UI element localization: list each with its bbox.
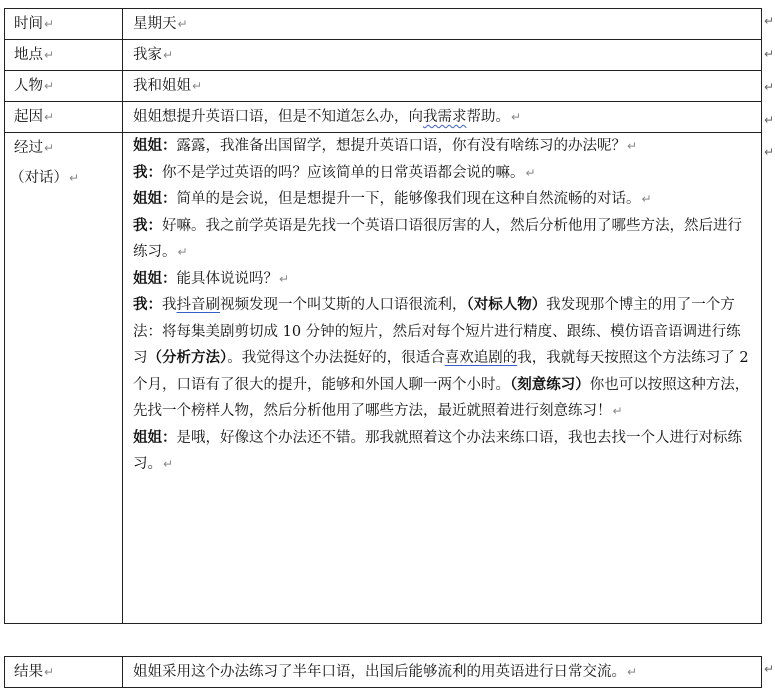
label-people-text: 人物 xyxy=(14,78,43,94)
return-mark-icon: ↵ xyxy=(44,79,55,93)
underlined-text: 抖音刷 xyxy=(176,297,220,313)
dialog-line-3 xyxy=(133,186,755,213)
return-mark-icon: ↵ xyxy=(44,110,55,124)
row-end-mark-icon: ↵ xyxy=(764,47,775,61)
return-mark-icon: ↵ xyxy=(525,165,536,180)
dialog-text: 你不是学过英语的吗？应该简单的日常英语都会说的嘛。 xyxy=(162,164,525,181)
dialog-text: 我发现那个博主的用了一个方法：将每集美剧剪切成 10 分钟的短片，然后对每个短片进行精度、跟练、模仿语音语调进行练习 xyxy=(133,297,741,366)
speaker-sister: 姐姐： xyxy=(133,137,177,154)
return-mark-icon: ↵ xyxy=(44,17,55,31)
value-people-text: 我和姐姐 xyxy=(133,78,191,94)
dialog-line-5 xyxy=(133,266,755,293)
dialog-text: 我，我就每天按照这个方法练习了 2 个月，口语有了很大的提升，能够和外国人聊一两个小时。 xyxy=(133,350,749,393)
dialog-text: 我 xyxy=(162,297,177,313)
row-end-mark-icon: ↵ xyxy=(764,80,775,94)
return-mark-icon: ↵ xyxy=(192,79,203,93)
result-text: 姐姐采用这个办法练习了半年口语，出国后能够流利的用英语进行日常交流。 xyxy=(133,664,626,680)
return-mark-icon: ↵ xyxy=(163,48,174,62)
return-mark-icon: ↵ xyxy=(511,110,522,124)
result-table xyxy=(4,656,762,688)
speaker-sister: 姐姐： xyxy=(133,190,177,207)
value-result xyxy=(123,657,762,688)
dialog-text: 露露，我准备出国留学，想提升英语口语，你有没有啥练习的办法呢？ xyxy=(176,138,626,154)
value-cause xyxy=(123,102,762,133)
label-place xyxy=(5,40,123,71)
return-mark-icon: ↵ xyxy=(627,665,638,679)
dialog-text: 好嘛。我之前学英语是先找一个英语口语很厉害的人，然后分析他用了哪些方法，然后进行练习。 xyxy=(133,217,742,260)
row-result xyxy=(5,657,762,688)
row-process xyxy=(5,133,762,624)
dialog-text: 是哦，好像这个办法还不错。那我就照着这个办法来练口语，我也去找一个人进行对标练习。 xyxy=(133,429,742,472)
dialog-text: 简单的是会说，但是想提升一下，能够像我们现在这种自然流畅的对话。 xyxy=(176,191,641,207)
dialog-line-1 xyxy=(133,133,755,160)
cause-underlined-text: 我需求 xyxy=(423,109,467,125)
dialog-line-6 xyxy=(133,292,755,425)
label-cause-text: 起因 xyxy=(14,109,43,125)
label-cause xyxy=(5,102,123,133)
dialog-line-7 xyxy=(133,425,755,478)
label-time xyxy=(5,9,123,40)
underlined-text: 喜欢追剧的 xyxy=(444,350,518,366)
speaker-me: 我： xyxy=(133,296,162,313)
value-people xyxy=(123,71,762,102)
cause-text-a: 姐姐想提升英语口语，但是不知道怎么办，向 xyxy=(133,109,423,125)
return-mark-icon: ↵ xyxy=(641,192,652,206)
label-people xyxy=(5,71,123,102)
tag-analysis-method: （分析方法） xyxy=(147,349,228,366)
return-mark-icon: ↵ xyxy=(44,48,55,62)
label-time-text: 时间 xyxy=(14,16,43,32)
label-place-text: 地点 xyxy=(14,47,43,63)
return-mark-icon: ↵ xyxy=(44,141,55,155)
speaker-sister: 姐姐： xyxy=(133,269,177,287)
return-mark-icon: ↵ xyxy=(163,457,174,471)
tag-deliberate-practice: （刻意练习） xyxy=(510,375,590,393)
row-end-mark-icon: ↵ xyxy=(764,662,775,676)
speaker-me: 我： xyxy=(133,216,162,234)
cause-text-b: 帮助。 xyxy=(466,109,510,125)
dialog-text: 。我觉得这个办法挺好的，很适合 xyxy=(227,350,445,366)
label-result xyxy=(5,657,123,688)
value-time-text: 星期天 xyxy=(133,16,177,32)
return-mark-icon: ↵ xyxy=(177,17,188,31)
row-time xyxy=(5,9,762,40)
value-place xyxy=(123,40,762,71)
speaker-me: 我： xyxy=(133,163,162,181)
return-mark-icon: ↵ xyxy=(69,171,80,185)
return-mark-icon: ↵ xyxy=(177,245,188,259)
label-result-text: 结果 xyxy=(14,664,43,680)
dialog-line-4 xyxy=(133,213,755,266)
tag-benchmark-person: （对标人物） xyxy=(466,296,547,313)
row-end-mark-icon: ↵ xyxy=(764,145,775,159)
return-mark-icon: ↵ xyxy=(627,139,638,153)
label-process-text: 经过 xyxy=(14,140,43,156)
dialog-line-2 xyxy=(133,160,755,187)
return-mark-icon: ↵ xyxy=(44,665,55,679)
return-mark-icon: ↵ xyxy=(279,271,290,286)
return-mark-icon: ↵ xyxy=(612,404,623,418)
label-dialog-text: （对话） xyxy=(10,170,68,186)
label-process xyxy=(5,133,123,624)
value-place-text: 我家 xyxy=(133,47,162,63)
row-end-mark-icon: ↵ xyxy=(764,14,775,28)
row-end-mark-icon: ↵ xyxy=(764,113,775,127)
story-table xyxy=(4,8,762,624)
dialog-text: 视频发现一个叫艾斯的人口语很流利， xyxy=(220,297,467,313)
row-people xyxy=(5,71,762,102)
dialog-text: 能具体说说吗？ xyxy=(176,270,278,287)
row-place xyxy=(5,40,762,71)
dialog-content xyxy=(123,133,762,624)
speaker-sister: 姐姐： xyxy=(133,428,177,446)
dialog-text: 你也可以按照这种方法，先找一个榜样人物，然后分析他用了哪些方法，最近就照着进行刻意练习！ xyxy=(133,376,750,419)
value-time xyxy=(123,9,762,40)
row-cause xyxy=(5,102,762,133)
